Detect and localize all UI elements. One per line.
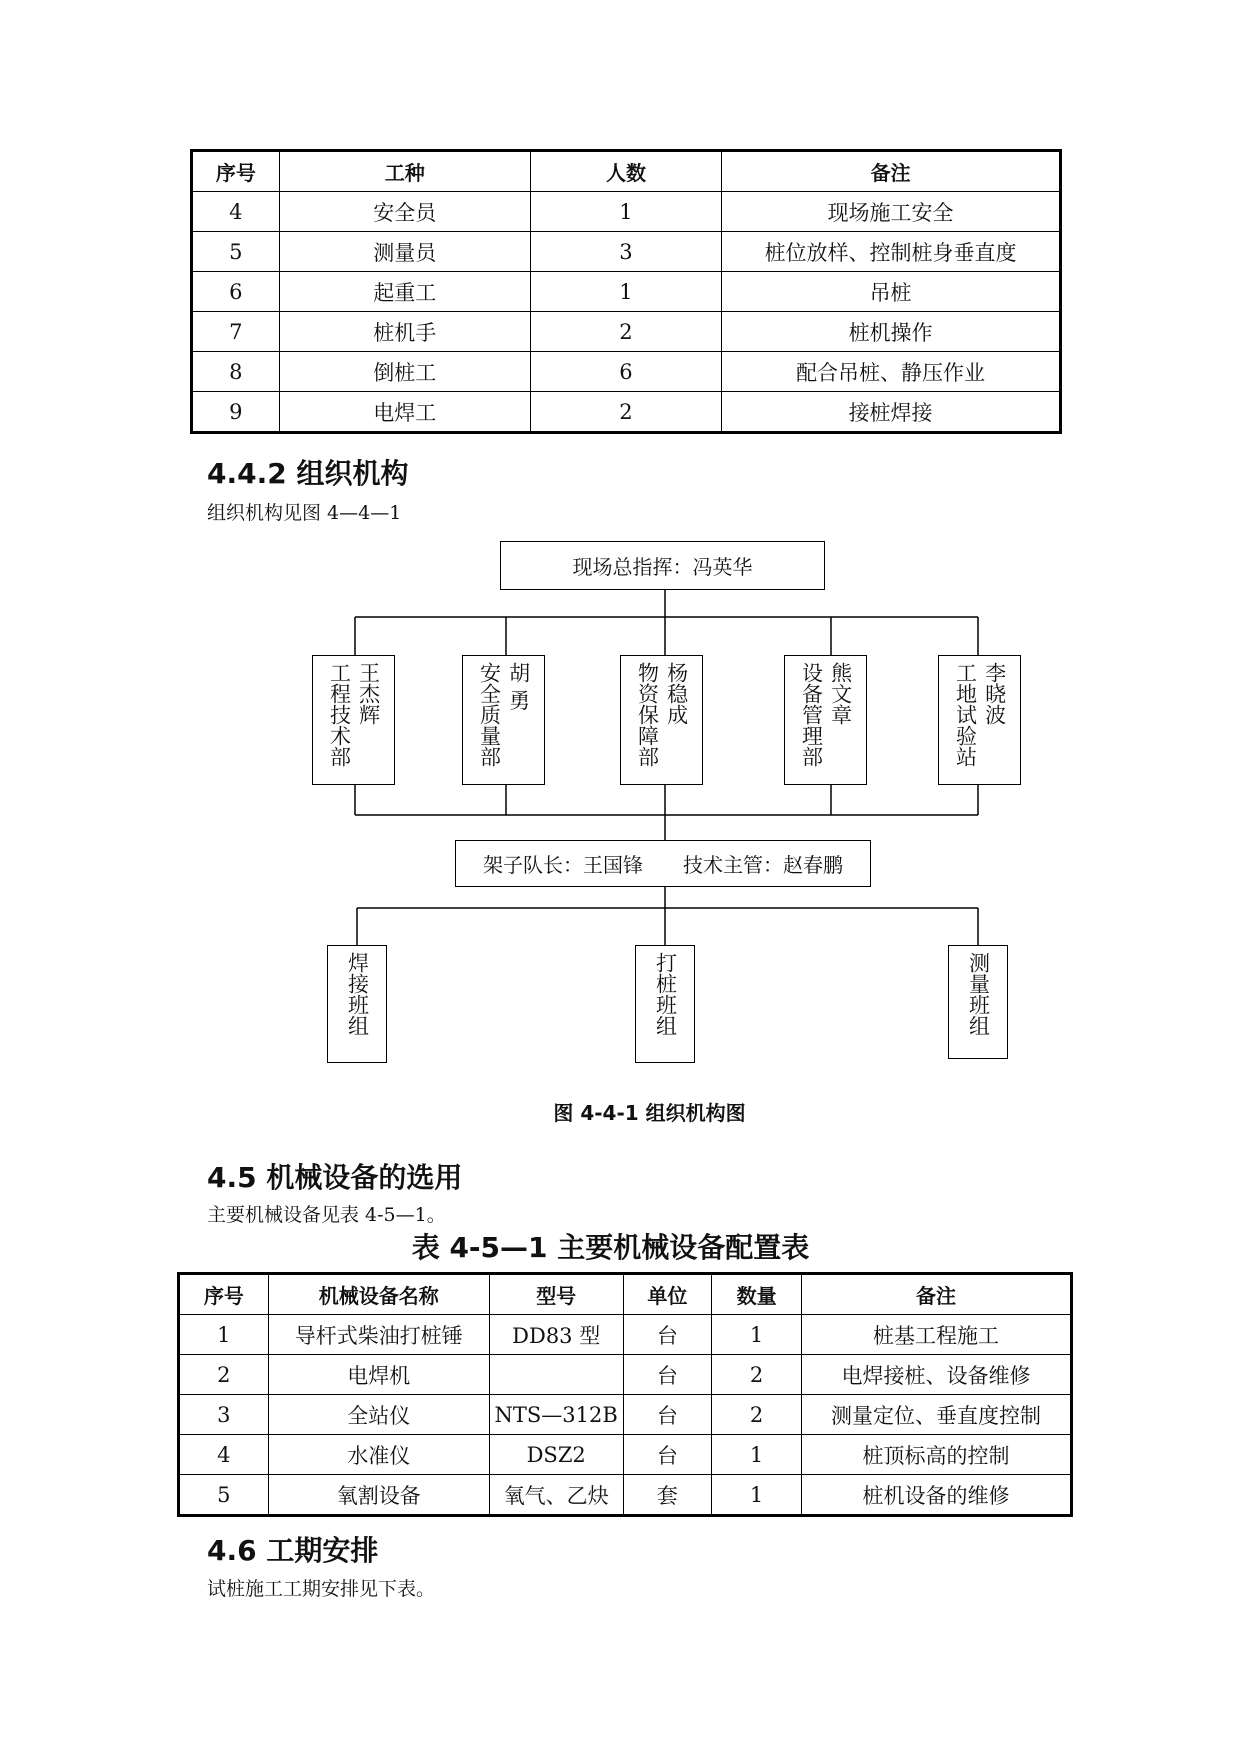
- department-name: 安全质量部: [477, 662, 502, 767]
- table-row: [179, 1435, 1072, 1475]
- org-department-box: [312, 655, 395, 785]
- department-name: 设备管理部: [799, 662, 824, 767]
- team-name: 打桩班组: [653, 952, 678, 1036]
- table-cell: 现场施工安全: [722, 192, 1061, 232]
- table-title: [0, 1226, 1241, 1266]
- table-cell: 桩机手: [279, 312, 530, 352]
- department-person: 王杰辉: [356, 662, 381, 725]
- org-team-box: [635, 945, 695, 1063]
- table-cell: 桩基工程施工: [801, 1315, 1071, 1355]
- table-cell: 5: [179, 1475, 269, 1516]
- table-cell: 桩机操作: [722, 312, 1061, 352]
- table-cell: 倒桩工: [279, 352, 530, 392]
- team-name: 测量班组: [966, 952, 991, 1036]
- table-row: [179, 1395, 1072, 1435]
- table-cell: 4: [179, 1435, 269, 1475]
- table-cell: 台: [623, 1435, 712, 1475]
- table-cell: 8: [192, 352, 280, 392]
- header-cell: 人数: [530, 151, 721, 192]
- table-cell: 1: [530, 272, 721, 312]
- header-cell: 序号: [179, 1274, 269, 1315]
- table-cell: 2: [530, 312, 721, 352]
- header-cell: 数量: [712, 1274, 802, 1315]
- table-cell: 1: [530, 192, 721, 232]
- header-cell: 工种: [279, 151, 530, 192]
- table-cell: 导杆式柴油打桩锤: [268, 1315, 489, 1355]
- table-cell: NTS—312B: [489, 1395, 623, 1435]
- org-team-box: [948, 945, 1008, 1059]
- equipment-table: [177, 1272, 1073, 1517]
- table-cell: 水准仪: [268, 1435, 489, 1475]
- table-cell: 电焊接桩、设备维修: [801, 1355, 1071, 1395]
- table-cell: 氧割设备: [268, 1475, 489, 1516]
- table-cell: 3: [179, 1395, 269, 1435]
- table-cell: DSZ2: [489, 1435, 623, 1475]
- table-row: [179, 1355, 1072, 1395]
- org-department-box: [620, 655, 703, 785]
- department-name: 工程技术部: [327, 662, 352, 767]
- table-cell: 1: [179, 1315, 269, 1355]
- table-cell: 吊桩: [722, 272, 1061, 312]
- table-cell: 1: [712, 1475, 802, 1516]
- table-cell: 桩机设备的维修: [801, 1475, 1071, 1516]
- table-cell: 套: [623, 1475, 712, 1516]
- department-name: 工地试验站: [953, 662, 978, 767]
- header-cell: 单位: [623, 1274, 712, 1315]
- header-cell: 型号: [489, 1274, 623, 1315]
- table-cell: 1: [712, 1315, 802, 1355]
- table-cell: 6: [530, 352, 721, 392]
- department-name: 物资保障部: [635, 662, 660, 767]
- header-cell: 备注: [722, 151, 1061, 192]
- org-department-box: [938, 655, 1021, 785]
- department-person: 熊文章: [828, 662, 853, 725]
- table-cell: 2: [712, 1355, 802, 1395]
- table-cell: 电焊工: [279, 392, 530, 433]
- table-cell: 桩位放样、控制桩身垂直度: [722, 232, 1061, 272]
- table-cell: 测量定位、垂直度控制: [801, 1395, 1071, 1435]
- section-heading-46: 4.6 工期安排: [207, 1534, 379, 1567]
- table-header-row: [179, 1274, 1072, 1315]
- table-cell: 测量员: [279, 232, 530, 272]
- table-cell: 9: [192, 392, 280, 433]
- org-top-commander-box: [500, 541, 825, 590]
- table-cell: 1: [712, 1435, 802, 1475]
- figure-caption: [0, 1097, 1241, 1126]
- team-name: 焊接班组: [345, 952, 370, 1036]
- org-department-box: [784, 655, 867, 785]
- table-cell: 台: [623, 1395, 712, 1435]
- table-cell: 桩顶标高的控制: [801, 1435, 1071, 1475]
- table-cell: 安全员: [279, 192, 530, 232]
- org-top-commander-label: 现场总指挥：冯英华: [572, 555, 753, 579]
- table-cell: DD83 型: [489, 1315, 623, 1355]
- table-cell: 电焊机: [268, 1355, 489, 1395]
- table-cell: 4: [192, 192, 280, 232]
- table-cell: 台: [623, 1315, 712, 1355]
- table-cell: 7: [192, 312, 280, 352]
- header-cell: 机械设备名称: [268, 1274, 489, 1315]
- org-middle-leaders-box: [455, 840, 871, 887]
- table-row: [179, 1315, 1072, 1355]
- section-text-442: 组织机构见图 4—4—1: [207, 502, 402, 524]
- department-person: 杨稳成: [664, 662, 689, 725]
- table-cell: 2: [712, 1395, 802, 1435]
- header-cell: 备注: [801, 1274, 1071, 1315]
- table-cell: 氧气、乙炔: [489, 1475, 623, 1516]
- section-heading-442: 4.4.2 组织机构: [207, 457, 409, 490]
- table-title-text: 表 4-5—1 主要机械设备配置表: [411, 1231, 810, 1264]
- table-cell: 接桩焊接: [722, 392, 1061, 433]
- section-text-46: 试桩施工工期安排见下表。: [207, 1578, 436, 1600]
- table-cell: [489, 1355, 623, 1395]
- org-team-box: [327, 945, 387, 1063]
- table-cell: 台: [623, 1355, 712, 1395]
- org-department-box: [462, 655, 545, 785]
- table-cell: 6: [192, 272, 280, 312]
- section-heading-45: 4.5 机械设备的选用: [207, 1161, 463, 1194]
- table-cell: 配合吊桩、静压作业: [722, 352, 1061, 392]
- figure-caption-text: 图 4-4-1 组织机构图: [553, 1101, 746, 1125]
- section-text-45: 主要机械设备见表 4-5—1。: [207, 1204, 446, 1226]
- table-cell: 起重工: [279, 272, 530, 312]
- org-middle-leaders-label: 架子队长：王国锋 技术主管：赵春鹏: [483, 853, 843, 877]
- header-cell: 序号: [192, 151, 280, 192]
- table-cell: 5: [192, 232, 280, 272]
- department-person: 李晓波: [982, 662, 1007, 725]
- table-cell: 2: [179, 1355, 269, 1395]
- table-cell: 2: [530, 392, 721, 433]
- table-row: [179, 1475, 1072, 1516]
- department-person: 胡 勇: [506, 662, 531, 711]
- table-cell: 3: [530, 232, 721, 272]
- table-cell: 全站仪: [268, 1395, 489, 1435]
